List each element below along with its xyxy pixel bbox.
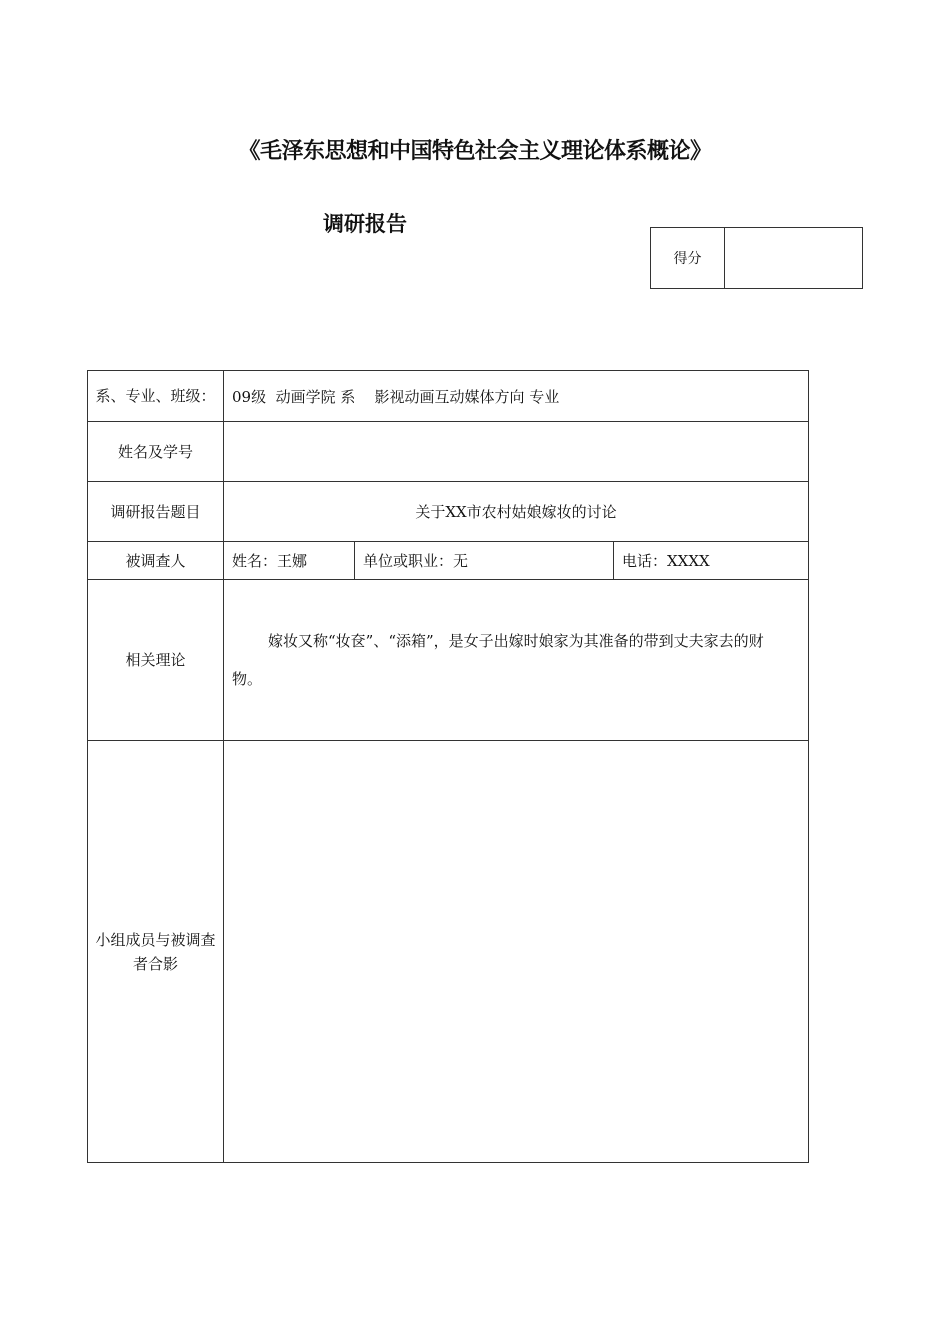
dept-label: 系、专业、班级： — [88, 371, 224, 422]
document-title: 《毛泽东思想和中国特色社会主义理论体系概论》 — [238, 139, 712, 164]
subject-phone: 电话：XXXX — [614, 542, 809, 580]
score-value — [725, 228, 863, 289]
theory-row — [88, 580, 809, 741]
document-subtitle: 调研报告 — [323, 212, 407, 236]
subject-name: 姓名：王娜 — [224, 542, 355, 580]
subject-job: 单位或职业：无 — [355, 542, 614, 580]
score-label: 得分 — [651, 228, 725, 289]
name-label: 姓名及学号 — [88, 422, 224, 482]
subject-row — [88, 542, 809, 580]
topic-value: 关于XX市农村姑娘嫁妆的讨论 — [224, 482, 809, 542]
photo-label: 小组成员与被调查者合影 — [88, 741, 224, 1163]
dept-value: 09级 动画学院 系 影视动画互动媒体方向 专业 — [224, 371, 809, 422]
name-row — [88, 422, 809, 482]
photo-area — [224, 741, 809, 1163]
theory-text: 嫁妆又称“妆奁”、“添箱”，是女子出嫁时娘家为其准备的带到丈夫家去的财物。 — [224, 580, 809, 741]
name-value — [224, 422, 809, 482]
score-box — [650, 227, 863, 289]
report-form-table — [87, 370, 809, 1163]
subject-label: 被调查人 — [88, 542, 224, 580]
photo-row — [88, 741, 809, 1163]
topic-label: 调研报告题目 — [88, 482, 224, 542]
dept-row — [88, 371, 809, 422]
topic-row — [88, 482, 809, 542]
theory-label: 相关理论 — [88, 580, 224, 741]
